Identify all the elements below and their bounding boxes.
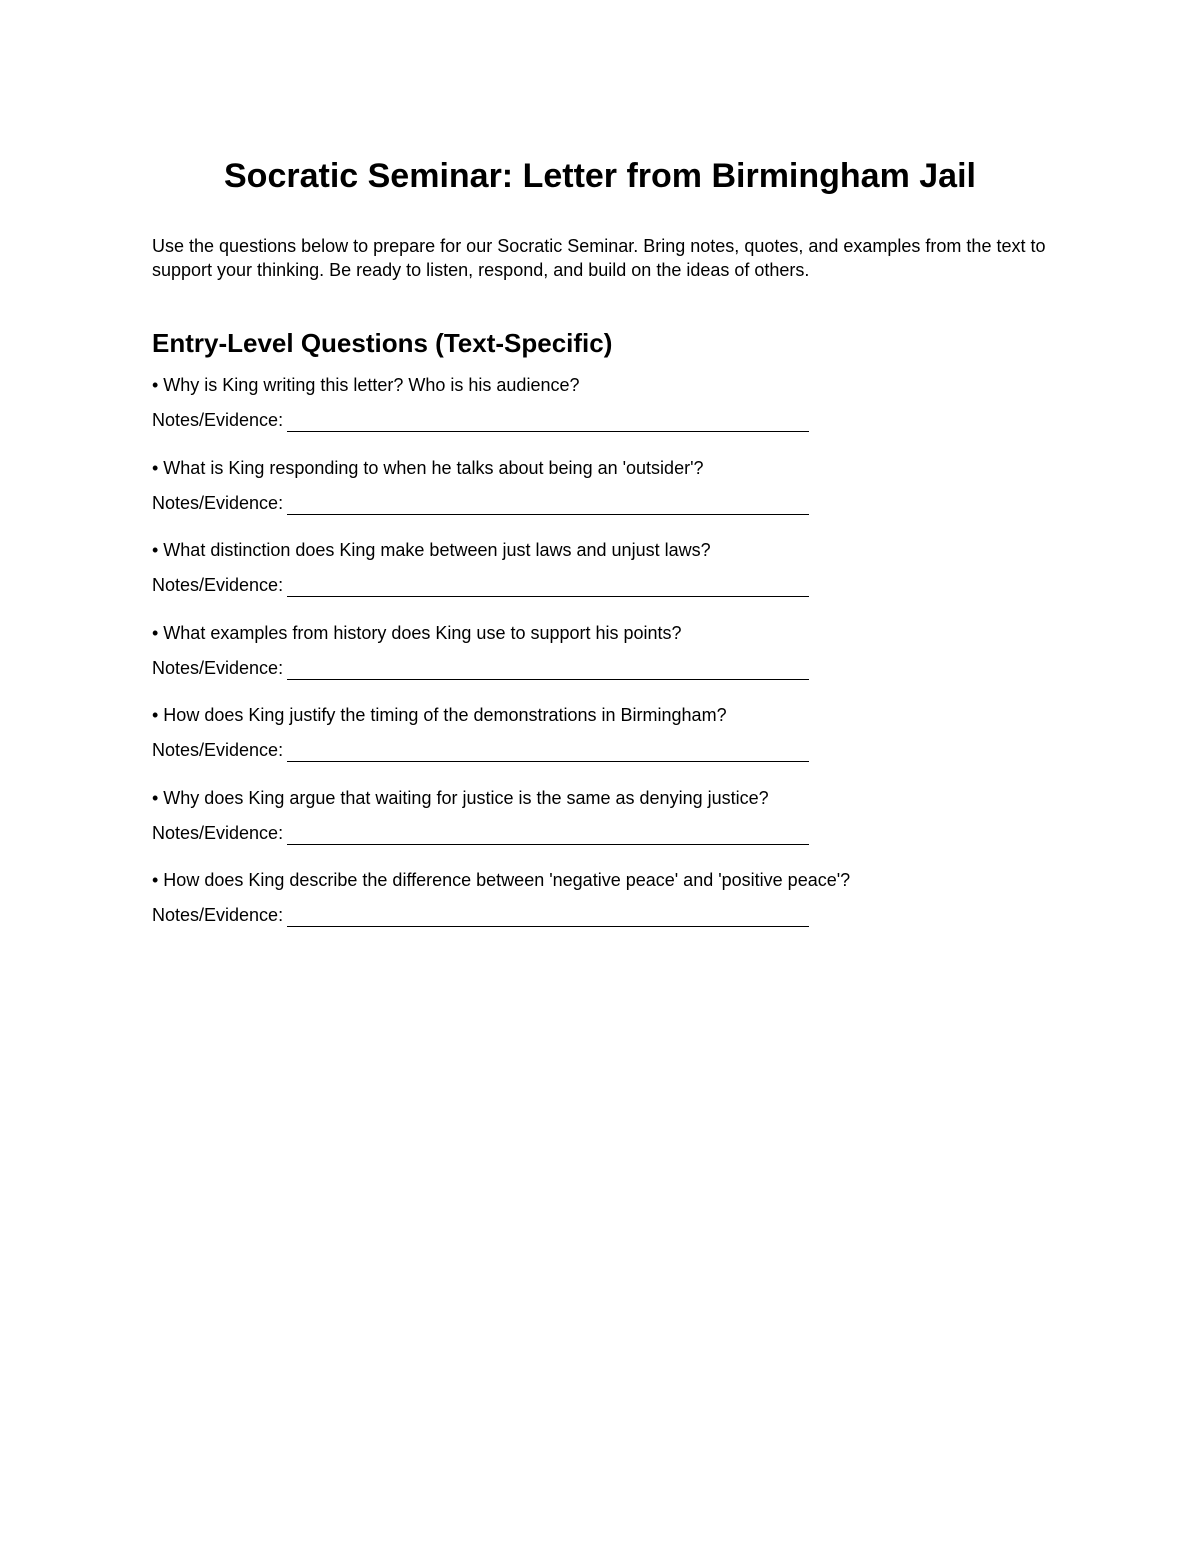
notes-row [152, 738, 1052, 762]
question-list [152, 373, 1052, 951]
page-title: Socratic Seminar: Letter from Birmingham Jail [224, 157, 976, 195]
question-item [152, 621, 1052, 704]
notes-label: Notes/Evidence: [152, 822, 284, 843]
question-item [152, 703, 1052, 786]
notes-label: Notes/Evidence: [152, 740, 284, 760]
notes-answer-line[interactable] [287, 494, 809, 515]
notes-answer-line[interactable] [287, 741, 809, 762]
notes-label: Notes/Evidence: [152, 492, 284, 513]
notes-row [152, 821, 1052, 845]
notes-answer-line[interactable] [287, 576, 809, 597]
question-text: • How does King justify the timing of the demonstrations in Birmingham? [152, 705, 727, 725]
question-text: • What examples from history does King use to support his points? [152, 622, 682, 643]
notes-row [152, 573, 1052, 597]
intro-paragraph: Use the questions below to prepare for our Socratic Seminar. Bring notes, quotes, and examples from the text to support your thinking. Be ready to listen, respond, and build on the ideas of others. [152, 236, 1046, 280]
question-text: • What distinction does King make between just laws and unjust laws? [152, 540, 711, 560]
notes-label: Notes/Evidence: [152, 905, 284, 925]
notes-label: Notes/Evidence: [152, 575, 284, 595]
notes-answer-line[interactable] [287, 659, 809, 680]
notes-label: Notes/Evidence: [152, 657, 284, 678]
notes-answer-line[interactable] [287, 906, 809, 927]
notes-row [152, 903, 1052, 927]
notes-row [152, 491, 1052, 515]
question-text: • What is King responding to when he talks about being an 'outsider'? [152, 457, 704, 478]
question-item [152, 538, 1052, 621]
notes-answer-line[interactable] [287, 411, 809, 432]
notes-answer-line[interactable] [287, 824, 809, 845]
question-text: • Why is King writing this letter? Who is his audience? [152, 375, 580, 395]
question-item [152, 456, 1052, 539]
notes-label: Notes/Evidence: [152, 410, 284, 430]
question-text: • How does King describe the difference between 'negative peace' and 'positive peace'? [152, 870, 851, 890]
section-heading: Entry-Level Questions (Text-Specific) [152, 328, 613, 358]
question-text: • Why does King argue that waiting for justice is the same as denying justice? [152, 787, 769, 808]
question-item [152, 373, 1052, 456]
question-item [152, 868, 1052, 951]
notes-row [152, 656, 1052, 680]
question-item [152, 786, 1052, 869]
notes-row [152, 408, 1052, 432]
